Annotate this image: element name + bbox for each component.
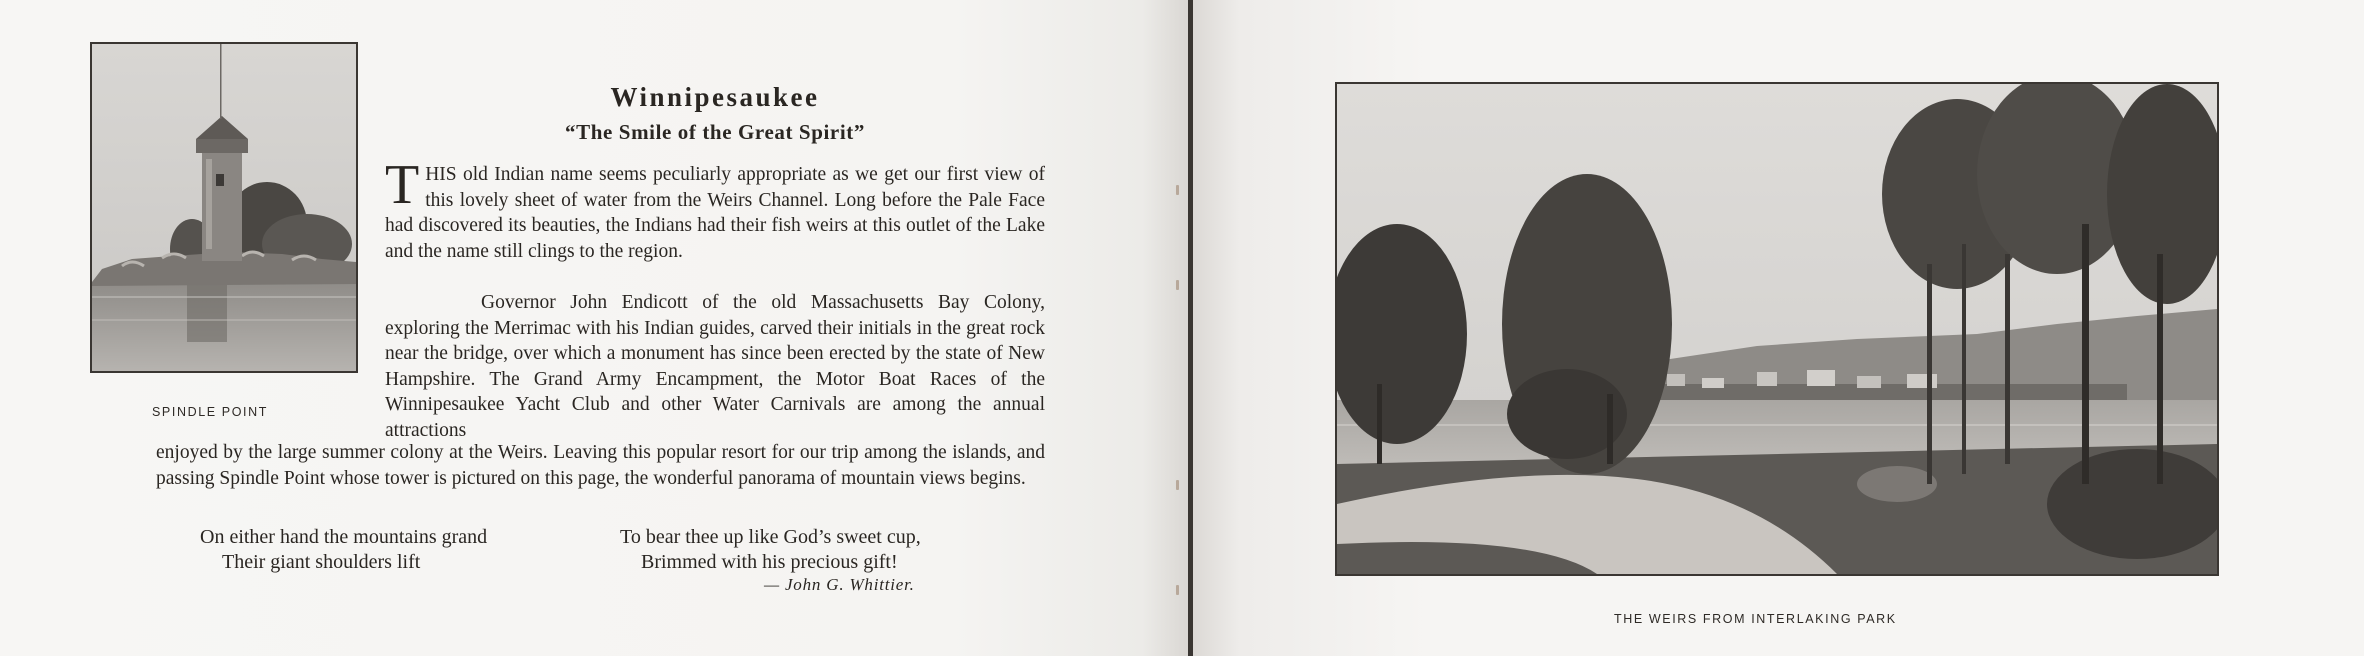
poem-line: On either hand the mountains grand [200, 526, 488, 548]
paragraph-1-text: HIS old Indian name seems peculiarly appropriate as we get our first view of this lovely sheet of water from the Weirs Channel. Long before the Pale Face had discovered its beauties, the Indians had their fish weirs at this outlet of the Lake and the name still clings to the region. [385, 164, 1045, 262]
paragraph-1 [385, 154, 1045, 264]
staple-mark [1176, 480, 1179, 490]
spindle-point-caption: SPINDLE POINT [152, 405, 268, 419]
poem-line: To bear thee up like God’s sweet cup, [620, 526, 921, 548]
poem-line: Their giant shoulders lift [222, 551, 421, 573]
weirs-photo [1335, 82, 2219, 576]
staple-mark [1176, 185, 1179, 195]
paragraph-2: Governor John Endicott of the old Massachusetts Bay Colony, exploring the Merrimac with his Indian guides, carved their initials in the great rock near the bridge, over which a monument has since been erected by the state of New Hampshire. The Grand Army Encampment, the Motor Boat Races of the Winnipesaukee Yacht Club and other Water Carnivals are among the annual attractions [385, 292, 1045, 441]
page-title: Winnipesaukee [610, 82, 820, 112]
staple-mark [1176, 585, 1179, 595]
right-page [1193, 0, 2364, 656]
page-subtitle: “The Smile of the Great Spirit” [565, 120, 865, 144]
poem-line: Brimmed with his precious gift! [641, 551, 898, 573]
weirs-caption: THE WEIRS FROM INTERLAKING PARK [1614, 612, 1897, 626]
poem-attribution: — John G. Whittier. [764, 575, 915, 594]
drop-cap: T [385, 154, 420, 216]
staple-mark [1176, 280, 1179, 290]
spindle-point-photo [90, 42, 358, 373]
paragraph-3: enjoyed by the large summer colony at the Weirs. Leaving this popular resort for our trip among the islands, and passing Spindle Point whose tower is pictured on this page, the wonderful panorama of mountain views begins. [156, 442, 1045, 489]
